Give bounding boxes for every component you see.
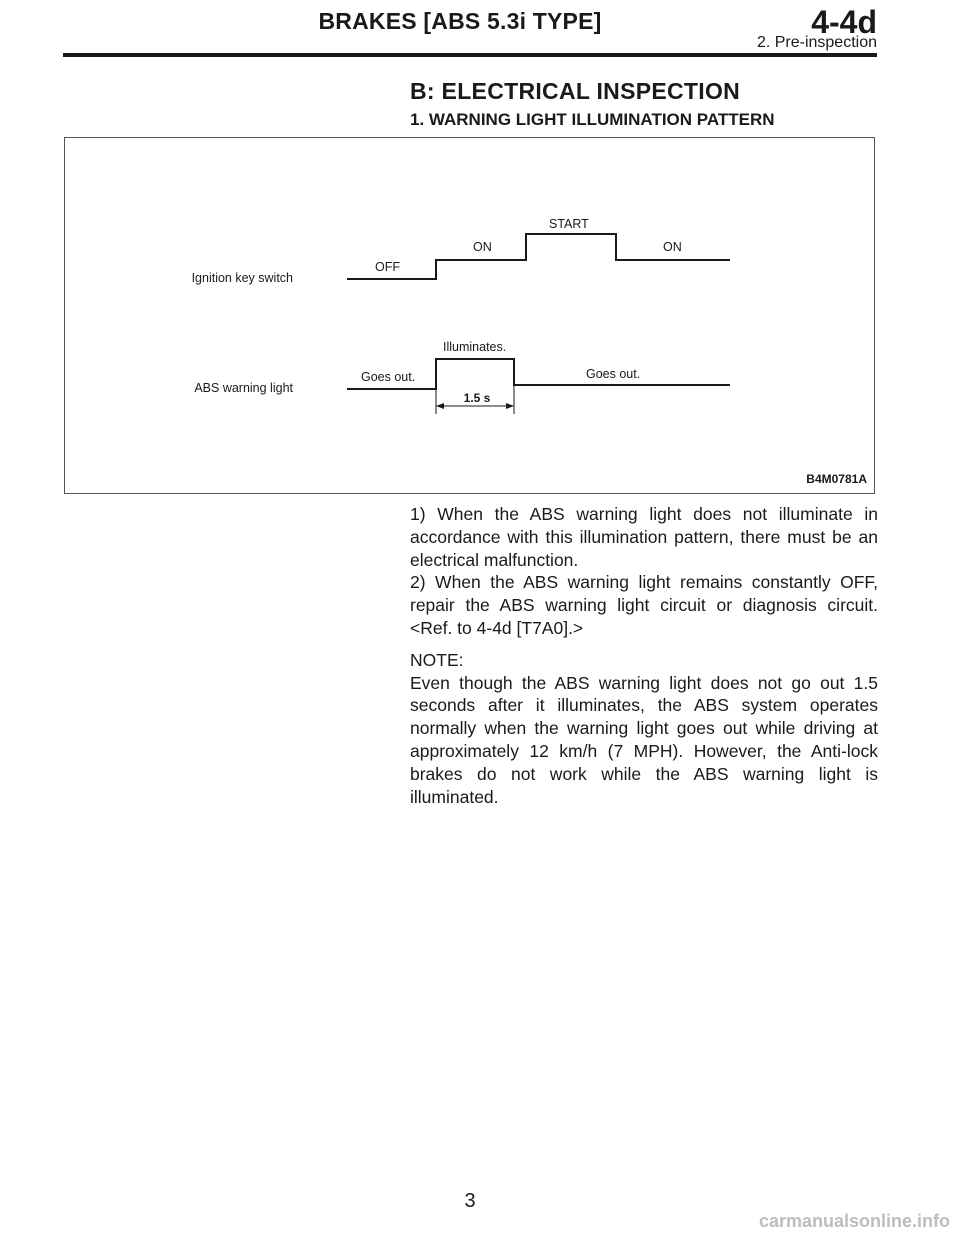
header-title: BRAKES [ABS 5.3i TYPE]	[318, 8, 602, 34]
paragraph-1: 1) When the ABS warning light does not illuminate in accordance with this illumination pattern, there must be an electrical malfunction.	[410, 504, 878, 570]
note-text: Even though the ABS warning light does not go out 1.5 seconds after it illuminates, the ABS system operates normally when the warning light goes out while driving at approximately 12 km/h (7 MPH). However, the Anti-lock brakes do not work while the ABS warning light is illuminated.	[410, 672, 878, 807]
ignition-on-label: ON	[473, 240, 492, 254]
dimension-arrow-right	[506, 403, 514, 409]
abs-illuminates-label: Illuminates.	[443, 340, 507, 354]
ignition-on-label-2: ON	[663, 240, 682, 254]
abs-goes-out-label: Goes out.	[361, 370, 416, 384]
page-number: 3	[464, 1190, 476, 1212]
header-section-code: 4-4d	[811, 4, 877, 40]
body-text	[410, 503, 878, 808]
abs-goes-out-label-2: Goes out.	[586, 367, 641, 381]
header-rule	[63, 53, 877, 57]
dimension-arrow-left	[436, 403, 444, 409]
ignition-start-label: START	[549, 217, 589, 231]
timing-diagram	[65, 138, 876, 495]
ignition-key-switch-label: Ignition key switch	[191, 271, 293, 285]
figure-code: B4M0781A	[806, 472, 867, 486]
abs-warning-light-label: ABS warning light	[194, 381, 293, 395]
illumination-pattern-figure	[64, 137, 875, 494]
paragraph-2: 2) When the ABS warning light remains constantly OFF, repair the ABS warning light circuit or diagnosis circuit. <Ref. to 4-4d [T7A0].>	[410, 572, 878, 638]
duration-label: 1.5 s	[463, 391, 491, 405]
note-label: NOTE:	[410, 649, 464, 670]
watermark: carmanualsonline.info	[758, 1211, 950, 1231]
ignition-off-label: OFF	[375, 260, 400, 274]
section-subtitle: 1. WARNING LIGHT ILLUMINATION PATTERN	[410, 110, 775, 129]
section-title: B: ELECTRICAL INSPECTION	[410, 78, 741, 104]
header-subtitle: 2. Pre-inspection	[756, 34, 877, 51]
